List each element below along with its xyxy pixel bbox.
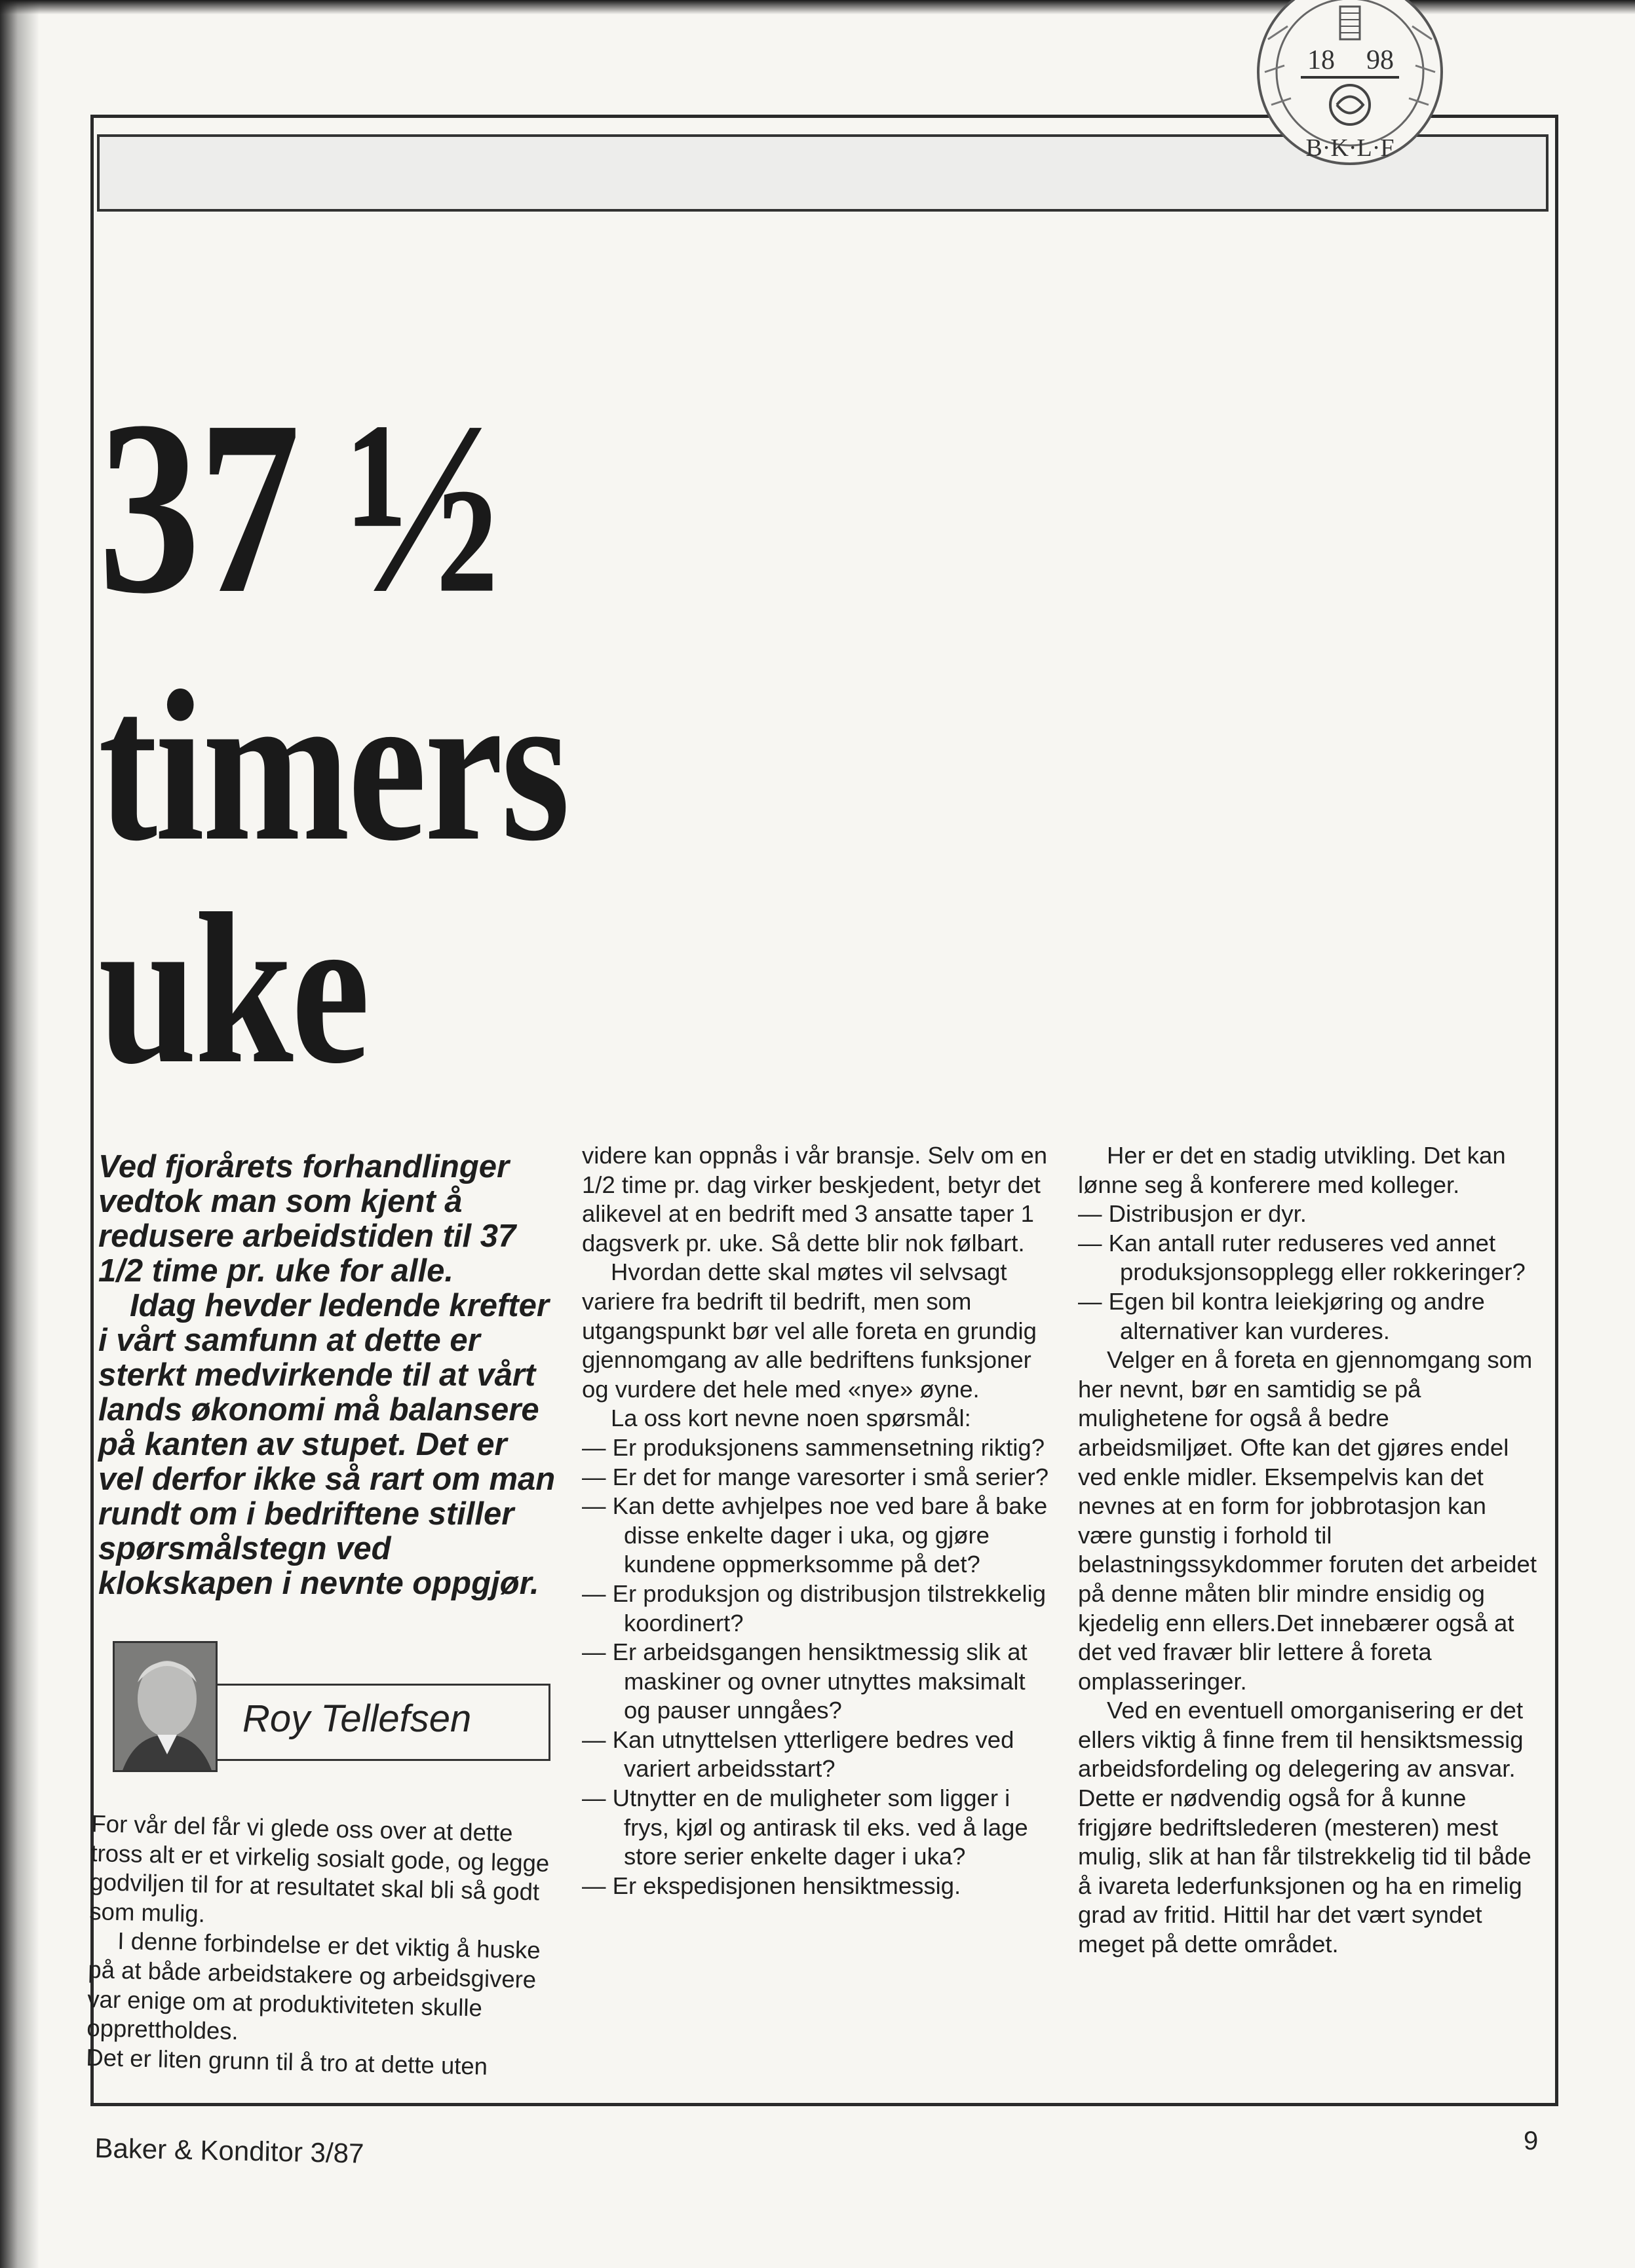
author-portrait xyxy=(113,1641,218,1772)
column-1-paragraph: For vår del får vi glede oss over at dette tross alt er et virkelig sosialt gode, og legge godviljen til for at resultatet skal bli så godt som mulig. xyxy=(89,1809,550,1927)
author-name: Roy Tellefsen xyxy=(242,1697,472,1740)
lead-paragraph xyxy=(98,1150,557,1601)
page-number: 9 xyxy=(1524,2126,1539,2155)
logo-year-left: 18 xyxy=(1307,45,1335,75)
question-item: — Er det for mange varesorter i små serier? xyxy=(582,1463,1048,1490)
column-2 xyxy=(582,1141,1054,1900)
lead-sentence-1: Ved fjorårets forhandlinger vedtok man som kjent å redusere arbeidstiden til 37 1/2 time pr. uke for alle. xyxy=(98,1149,516,1289)
column-1-paragraph: Det er liten grunn til å tro at dette uten xyxy=(85,2043,488,2080)
question-item: — Er produksjon og distribusjon tilstrekkelig koordinert? xyxy=(582,1579,1047,1636)
lead-sentence-2: Idag hevder ledende krefter i vårt samfunn at dette er sterkt medvirkende til at vårt lands økonomi må balansere på kanten av stupet. Det er vel derfor ikke så rart om man rundt om i bedriftene stiller spørsmålstegn ved klokskapen i nevnte oppgjør. xyxy=(98,1288,556,1601)
title-line-2: timers xyxy=(98,647,568,886)
logo-monogram: B·K·L·F xyxy=(1305,134,1395,162)
column-3-paragraph: Her er det en stadig utvikling. Det kan lønne seg å konferere med kolleger. xyxy=(1078,1142,1506,1198)
association-logo xyxy=(1242,0,1458,216)
title-line-3: uke xyxy=(98,869,368,1108)
question-item: — Er ekspedisjonen hensiktmessig. xyxy=(582,1872,961,1899)
column-3-paragraph: Ved en eventuell omorganisering er det ellers viktig å finne frem til hensiktsmessig arbeidsfordeling og delegering av ansvar. Dette er nødvendig også for å kunne frigjøre bedriftslederen (mesteren) mest mulig, slik at han får tilstrekkelig tid til både å ivareta lederfunksjonen og ha en rimelig grad av fritid. Hittil har det vært syndet meget på dette området. xyxy=(1078,1697,1531,1958)
column-3-paragraph: Velger en å foreta en gjennomgang som her nevnt, bør en samtidig se på mulighetene for også å bedre arbeidsmiljøet. Ofte kan det gjøres endel ved enkle midler. Eksempelvis kan det nevnes at en form for jobbrotasjon kan være gunstig i forhold til belastningssykdommer foruten det arbeidet på denne måten blir mindre ensidig og kjedelig enn ellers.Det innebærer også at det ved fravær blir lettere å foreta omplasseringer. xyxy=(1078,1346,1537,1695)
question-item: — Kan dette avhjelpes noe ved bare å bake disse enkelte dager i uka, og gjøre kundene oppmerksomme på det? xyxy=(582,1492,1048,1578)
logo-year-right: 98 xyxy=(1366,45,1394,75)
column-2-paragraph: Hvordan dette skal møtes vil selvsagt variere fra bedrift til bedrift, men som utgangspunkt bør vel alle foreta en grundig gjennomgang av alle bedriftens funksjoner og vurdere det hele med «nye» øyne. xyxy=(582,1258,1037,1403)
column-1-paragraph: I denne forbindelse er det viktig å huske på at både arbeidstakere og arbeidsgivere var enige om at produktiviteten skulle opprettholdes. xyxy=(86,1927,541,2045)
question-item: — Egen bil kontra leiekjøring og andre alternativer kan vurderes. xyxy=(1078,1287,1485,1344)
footer-publication: Baker & Konditor 3/87 xyxy=(94,2132,364,2169)
page-edge-shadow xyxy=(0,0,39,2268)
portrait-image xyxy=(115,1643,218,1772)
column-2-paragraph: La oss kort nevne noen spørsmål: xyxy=(611,1405,971,1432)
column-2-paragraph: videre kan oppnås i vår bransje. Selv om en 1/2 time pr. dag virker beskjedent, betyr det alikevel at en bedrift med 3 ansatte taper 1 dagsverk pr. uke. Så dette blir nok følbart. xyxy=(582,1142,1048,1257)
question-item: — Kan antall ruter reduseres ved annet produksjonsopplegg eller rokkeringer? xyxy=(1078,1229,1526,1286)
column-3 xyxy=(1078,1141,1547,1959)
question-item: — Kan utnyttelsen ytterligere bedres ved variert arbeidsstart? xyxy=(582,1726,1014,1783)
question-item: — Distribusjon er dyr. xyxy=(1078,1200,1307,1228)
question-item: — Er arbeidsgangen hensiktmessig slik at maskiner og ovner utnyttes maksimalt og pauser unngåes? xyxy=(582,1638,1028,1724)
column-1 xyxy=(86,1809,550,2083)
question-item: — Er produksjonens sammensetning riktig? xyxy=(582,1433,1045,1461)
question-item: — Utnytter en de muligheter som ligger i frys, kjøl og antirask til eks. ved å lage store serier enkelte dager i uka? xyxy=(582,1785,1028,1870)
title-line-1: 37 ½ xyxy=(98,369,499,645)
